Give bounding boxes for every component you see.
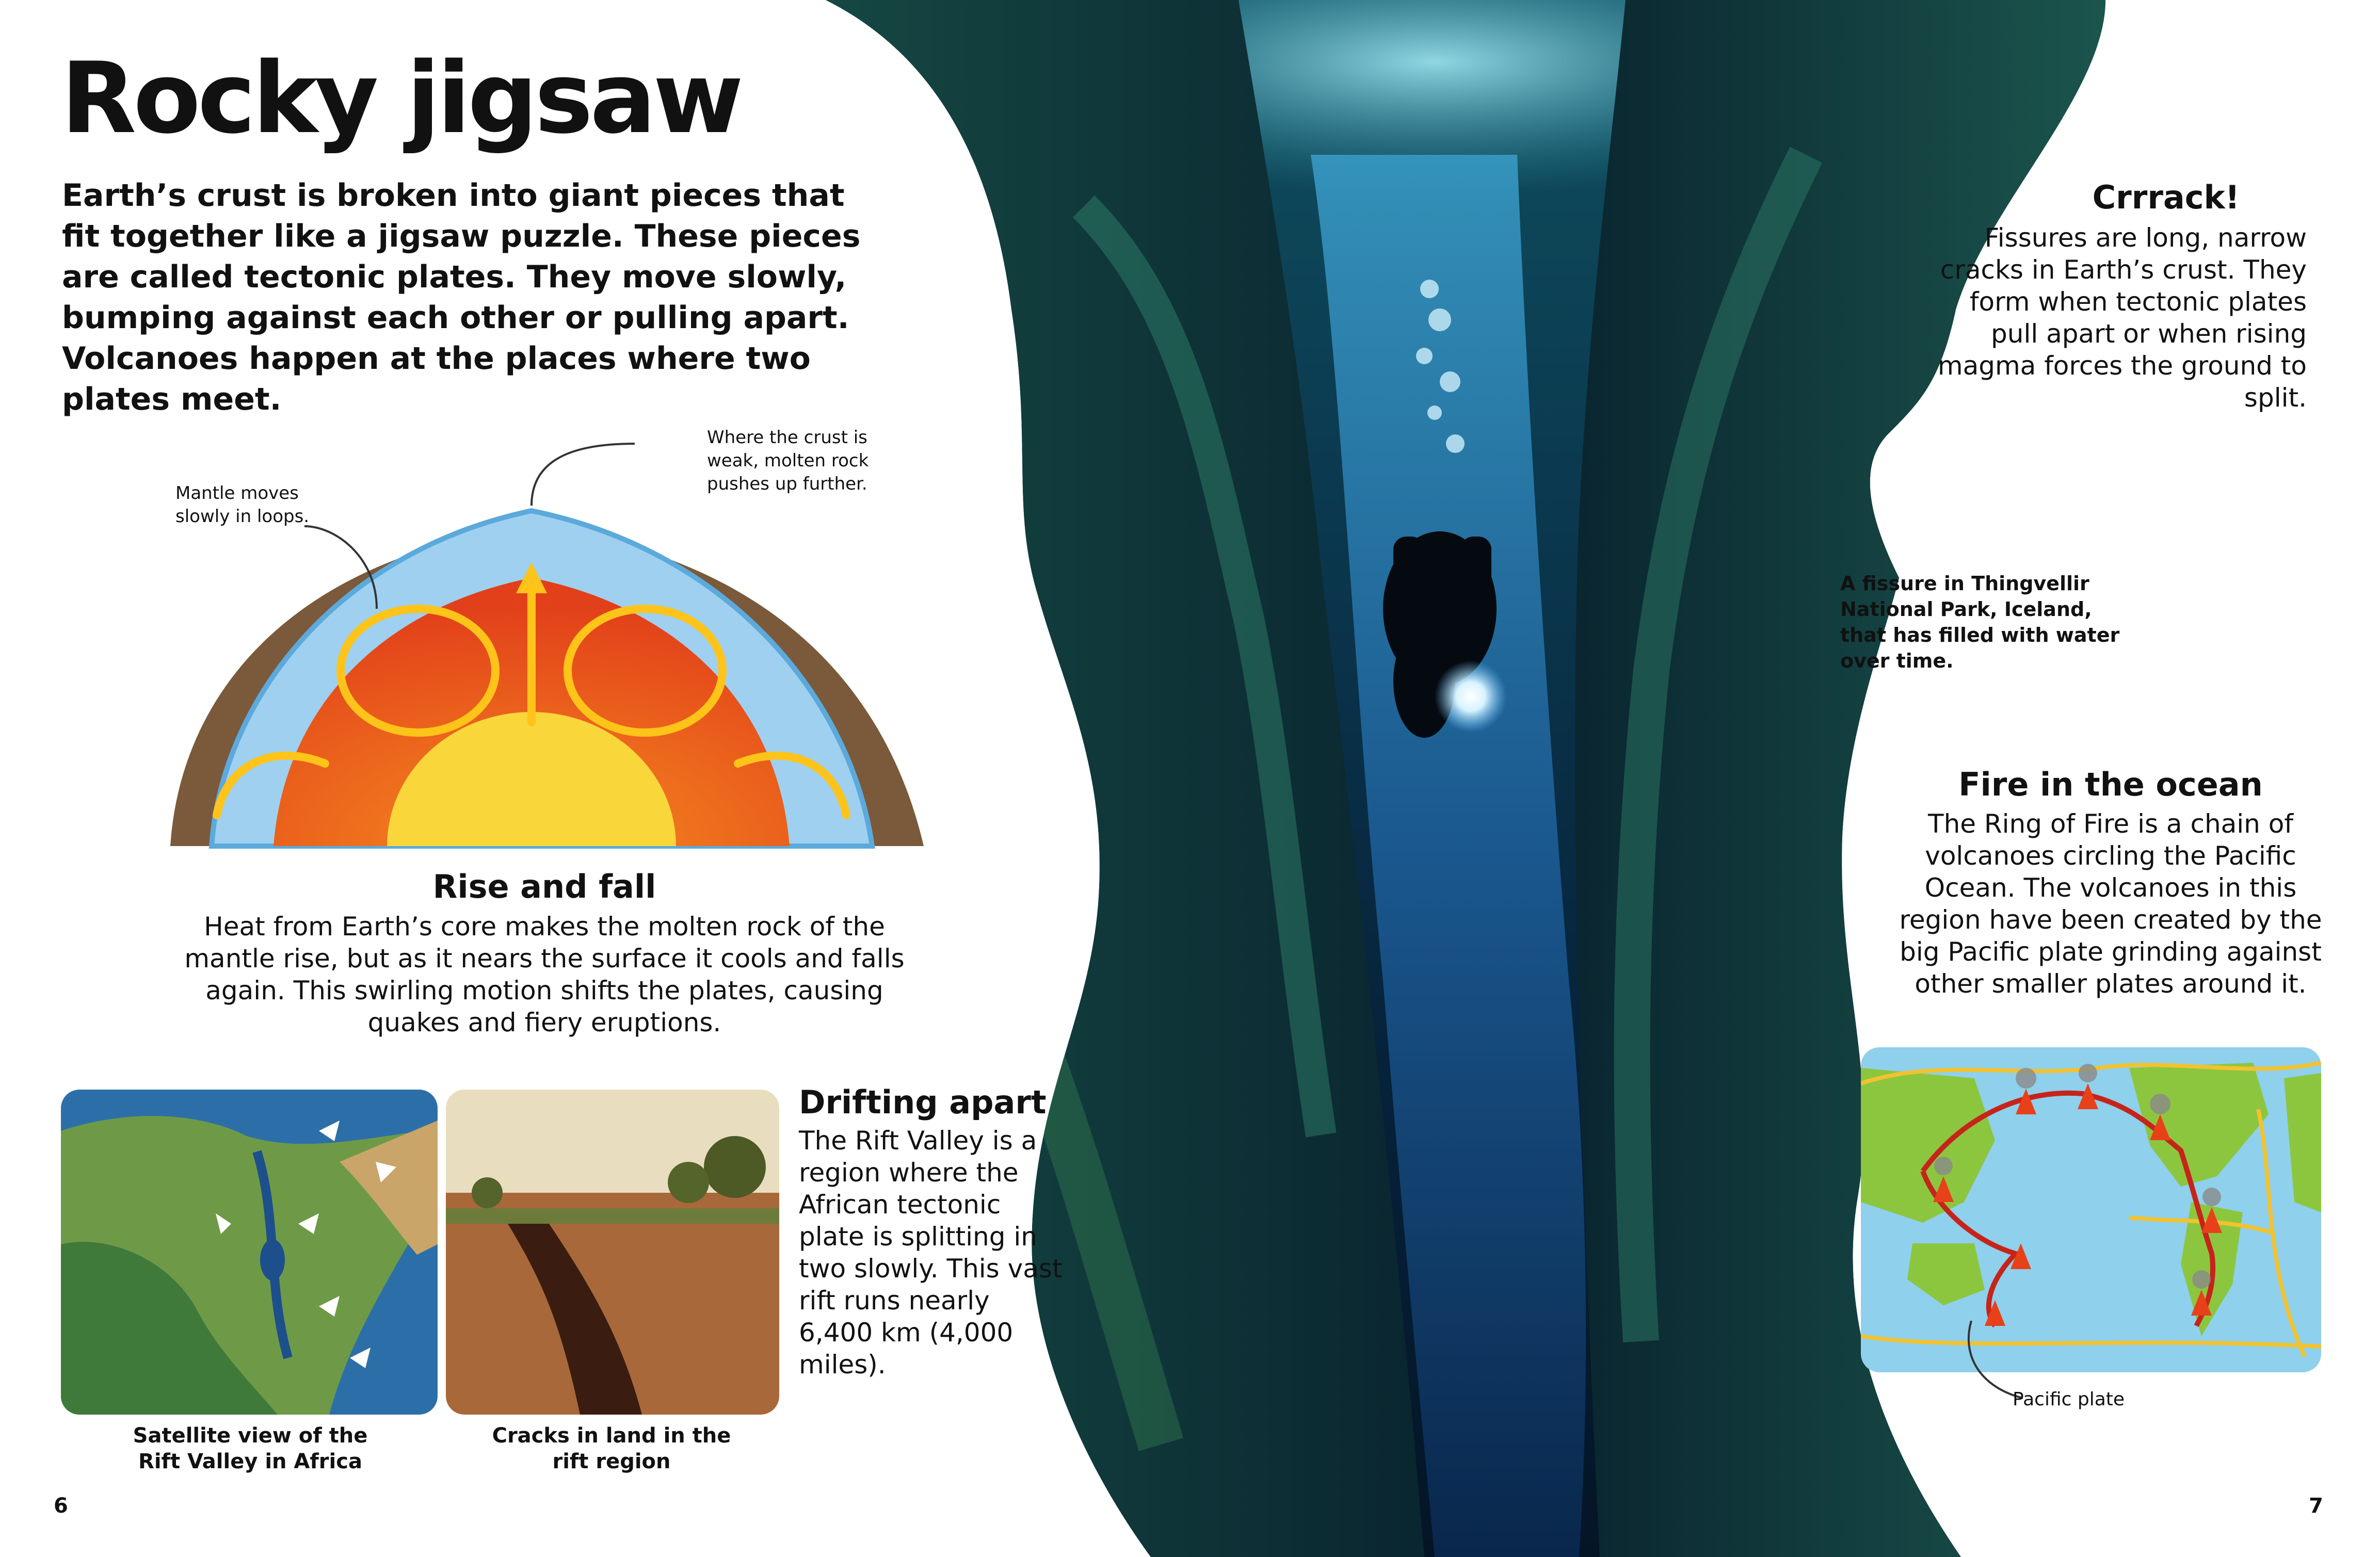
drifting-heading: Drifting apart — [799, 1083, 1047, 1121]
rise-fall-heading: Rise and fall — [432, 868, 656, 905]
photo-caption: A fissure in Thingvellir National Park, Iceland, that has filled with water over time. — [1840, 572, 2120, 672]
ring-of-fire-map — [1861, 1047, 2321, 1372]
crrrack-heading: Crrrack! — [2092, 179, 2240, 216]
page-number-right: 7 — [2309, 1494, 2323, 1518]
fire-ocean-text: The Ring of Fire is a chain of volcanoes circling the Pacific Ocean. The volcanoes in this region have been created by the big Pacific plate grinding against other smaller plates around it. — [1899, 809, 2322, 999]
satellite-rift-image — [61, 1090, 438, 1415]
drifting-text: The Rift Valley is a region where the African tectonic plate is splitting in two slowly. This vast rift runs nearly 6,400 km (4,000 miles). — [799, 1126, 1063, 1380]
crrrack-text: Fissures are long, narrow cracks in Earth’s crust. They form when tectonic plates pull apart or when rising magma forces the ground to split. — [1937, 223, 2307, 413]
page-title: Rocky jigsaw — [61, 41, 741, 155]
caption-satellite: Satellite view of the Rift Valley in Africa — [133, 1424, 368, 1473]
rift-cracks-image — [446, 1090, 779, 1415]
label-mantle-loops: Mantle moves slowly in loops. — [175, 483, 310, 527]
fire-ocean-heading: Fire in the ocean — [1958, 766, 2263, 803]
caption-cracks: Cracks in land in the rift region — [492, 1424, 731, 1473]
label-crust-weak: Where the crust is weak, molten rock pushes up further. — [707, 427, 869, 494]
pacific-plate-label: Pacific plate — [2013, 1389, 2125, 1410]
rise-fall-text: Heat from Earth’s core makes the molten rock of the mantle rise, but as it nears the surface it cools and falls again. This swirling motion shifts the plates, causing quakes and fiery eruptions. — [184, 912, 905, 1037]
intro-text: Earth’s crust is broken into giant pieces that fit together like a jigsaw puzzle. These pieces are called tectonic plates. They move slowly, bumping against each other or pulling apart. Volcanoes happen at the places where two plates meet. — [62, 177, 861, 417]
page-number-left: 6 — [54, 1494, 68, 1518]
